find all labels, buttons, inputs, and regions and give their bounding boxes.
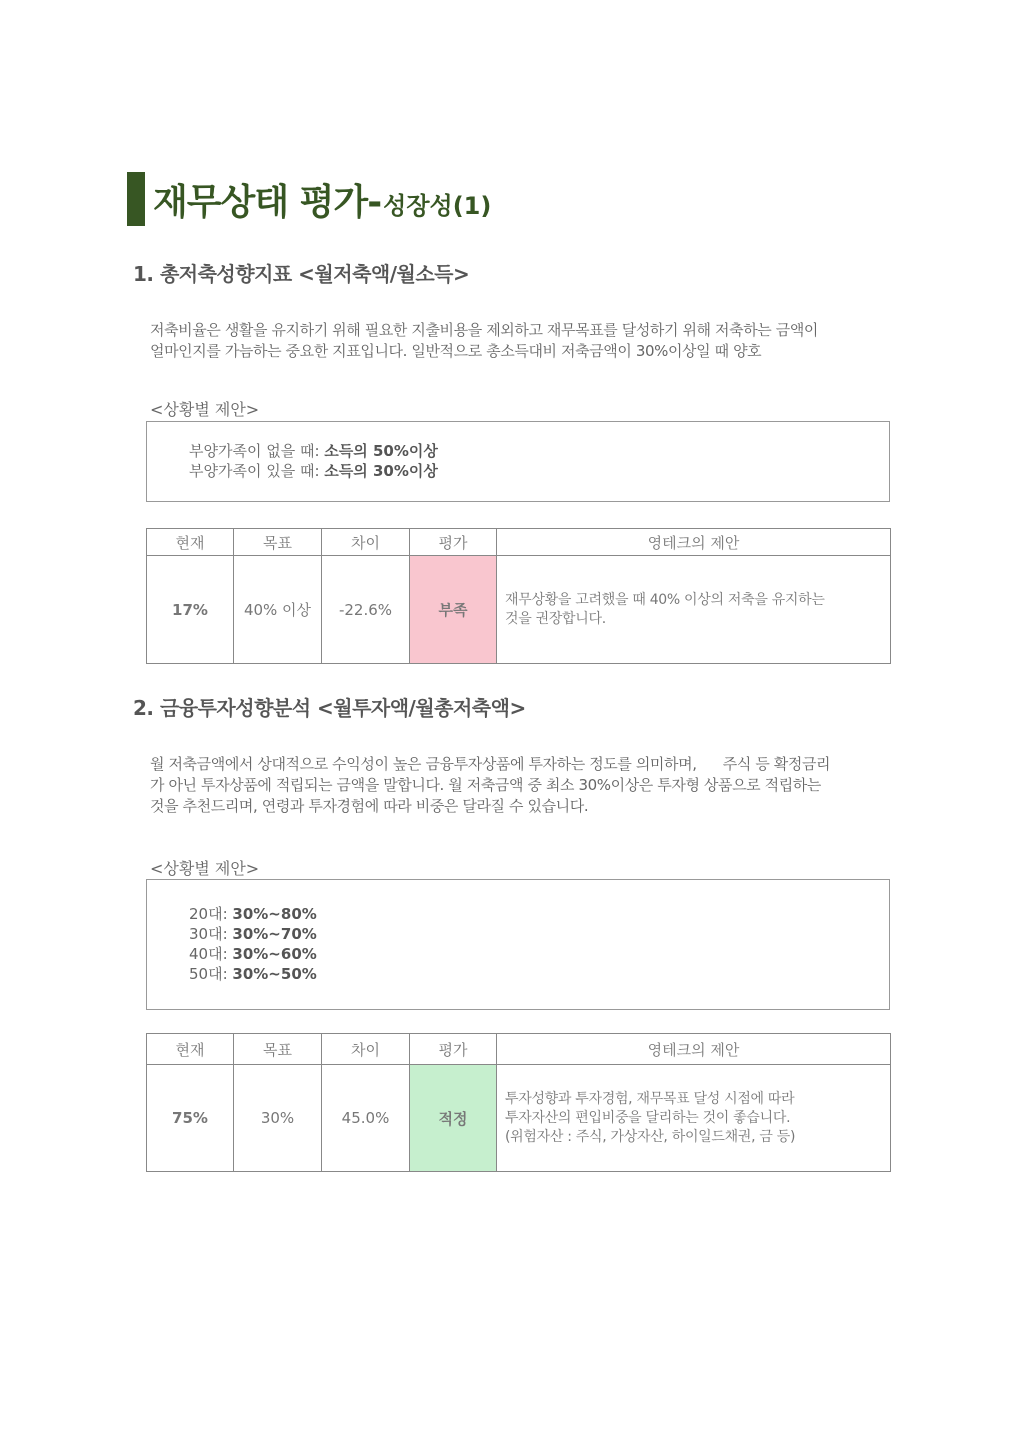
section1-heading: 1. 총저축성향지표 <월저축액/월소득> — [133, 262, 470, 286]
suggestion-value: 소득의 30%이상 — [324, 462, 438, 480]
header-advice: 영테크의 제안 — [497, 529, 891, 556]
header-advice: 영테크의 제안 — [497, 1034, 891, 1065]
advice-line: 재무상황을 고려했을 때 40% 이상의 저축을 유지하는 — [505, 591, 825, 608]
suggestion-label: 50대: — [189, 965, 233, 983]
suggestion-line — [189, 461, 889, 481]
section2-suggest-label: <상황별 제안> — [150, 859, 260, 878]
section1-eval-table — [146, 528, 891, 664]
suggestion-label: 30대: — [189, 925, 233, 943]
header-current: 현재 — [147, 1034, 234, 1065]
header-evaluation: 평가 — [410, 529, 497, 556]
description-line: 저축비율은 생활을 유지하기 위해 필요한 지출비용을 제외하고 재무목표를 달성하기 위해 저축하는 금액이 — [150, 321, 819, 339]
section2-suggest-box — [146, 879, 890, 1010]
suggestion-line — [189, 944, 889, 964]
header-current: 현재 — [147, 529, 234, 556]
gap-value: 45.0% — [322, 1065, 410, 1172]
header-evaluation: 평가 — [410, 1034, 497, 1065]
suggestion-line — [189, 904, 889, 924]
section2-heading: 2. 금융투자성향분석 <월투자액/월총저축액> — [133, 696, 526, 720]
advice-line: (위험자산 : 주식, 가상자산, 하이일드채권, 금 등) — [505, 1128, 796, 1145]
section2-eval-table — [146, 1033, 891, 1172]
advice-line: 것을 권장합니다. — [505, 610, 606, 627]
suggestion-label: 부양가족이 없을 때: — [189, 442, 325, 460]
current-value: 17% — [147, 556, 234, 664]
gap-value: -22.6% — [322, 556, 410, 664]
suggestion-line — [189, 441, 889, 461]
suggestion-value: 소득의 50%이상 — [324, 442, 438, 460]
header-gap: 차이 — [322, 1034, 410, 1065]
suggestion-line — [189, 964, 889, 984]
description-line: 월 저축금액에서 상대적으로 수익성이 높은 금융투자상품에 투자하는 정도를 의미하며, 주식 등 확정금리 — [150, 755, 831, 773]
advice-text — [497, 1065, 891, 1172]
table-row — [147, 556, 891, 664]
suggestion-label: 부양가족이 있을 때: — [189, 462, 325, 480]
suggestion-label: 40대: — [189, 945, 233, 963]
description-line: 것을 추천드리며, 연령과 투자경험에 따라 비중은 달라질 수 있습니다. — [150, 797, 589, 815]
title-sub: 성장성(1) — [383, 191, 492, 220]
section1-suggest-box — [146, 421, 890, 502]
title-accent-bar — [127, 172, 145, 226]
table-header-row — [147, 529, 891, 556]
title-main: 재무상태 평가- — [153, 181, 382, 223]
section1-description — [150, 320, 890, 362]
evaluation-badge: 적정 — [410, 1065, 497, 1172]
section2-description — [150, 754, 890, 817]
header-target: 목표 — [234, 1034, 322, 1065]
header-gap: 차이 — [322, 529, 410, 556]
table-row — [147, 1065, 891, 1172]
page-title — [127, 172, 491, 226]
section1-suggest-label: <상황별 제안> — [150, 400, 260, 419]
suggestion-value: 30%~50% — [232, 965, 317, 983]
target-value: 30% — [234, 1065, 322, 1172]
evaluation-badge: 부족 — [410, 556, 497, 664]
description-line: 얼마인지를 가늠하는 중요한 지표입니다. 일반적으로 총소득대비 저축금액이 30%이상일 때 양호 — [150, 342, 762, 360]
header-target: 목표 — [234, 529, 322, 556]
advice-line: 투자자산의 편입비중을 달리하는 것이 좋습니다. — [505, 1109, 791, 1126]
current-value: 75% — [147, 1065, 234, 1172]
description-line: 가 아닌 투자상품에 적립되는 금액을 말합니다. 월 저축금액 중 최소 30%이상은 투자형 상품으로 적립하는 — [150, 776, 821, 794]
suggestion-line — [189, 924, 889, 944]
suggestion-value: 30%~60% — [232, 945, 317, 963]
advice-text — [497, 556, 891, 664]
advice-line: 투자성향과 투자경험, 재무목표 달성 시점에 따라 — [505, 1090, 795, 1107]
suggestion-value: 30%~80% — [232, 905, 317, 923]
target-value: 40% 이상 — [234, 556, 322, 664]
suggestion-label: 20대: — [189, 905, 233, 923]
table-header-row — [147, 1034, 891, 1065]
suggestion-value: 30%~70% — [232, 925, 317, 943]
